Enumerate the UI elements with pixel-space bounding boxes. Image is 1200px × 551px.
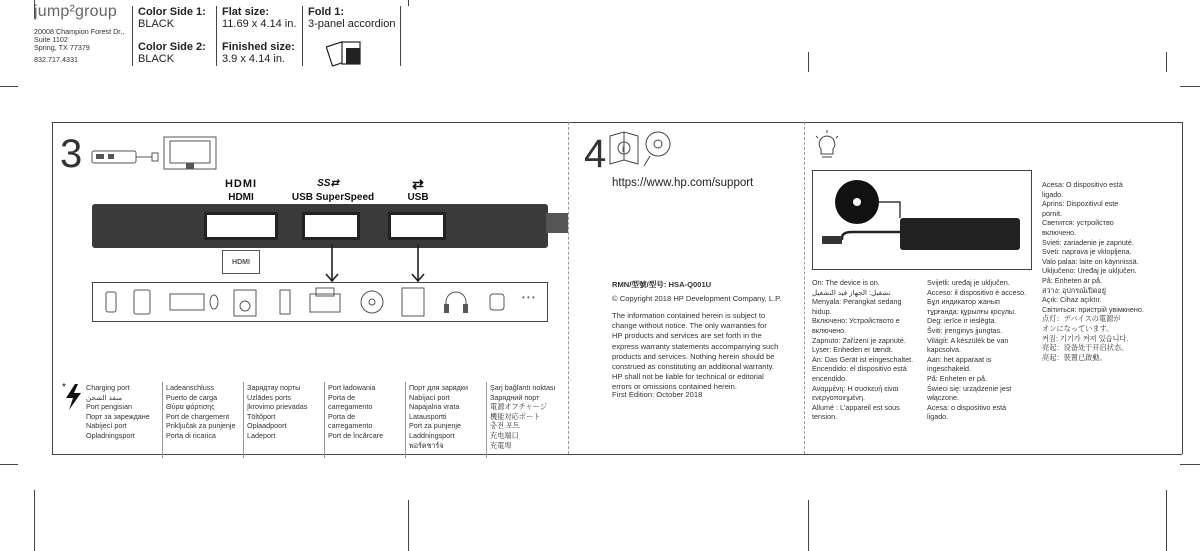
led-text: Uključeno: Uređaj je uključen. xyxy=(1042,266,1137,276)
led-text: På: Enheten är på. xyxy=(1042,275,1102,285)
led-text: สว่าง: อุปกรณ์เปิดอยู่ xyxy=(1042,285,1106,295)
led-text: ingeschakeld. xyxy=(927,364,971,374)
fold-diagram-icon xyxy=(326,34,366,72)
charging-text: Įkrovimo prievadas xyxy=(247,402,308,412)
led-text: włączone. xyxy=(927,393,959,403)
watch-icon xyxy=(490,294,504,310)
charging-text: carregamento xyxy=(328,402,373,412)
led-text: Acesa: o dispositivo está xyxy=(927,402,1007,412)
led-text: Deg: ierīce ir ieslēgta. xyxy=(927,316,997,326)
led-text: オンになっています。 xyxy=(1042,323,1114,333)
charging-text: Charging port xyxy=(86,383,130,392)
charging-text: 충전 포트 xyxy=(490,421,520,431)
legal-line: construed as constituting an additional warranty. xyxy=(612,362,774,372)
legal-line: HP products and services are set forth in the xyxy=(612,331,762,341)
led-text: Valo palaa: laite on käynnissä. xyxy=(1042,256,1139,266)
legal-line: express warranty statements accompanying such xyxy=(612,341,779,351)
tablet-icon xyxy=(134,290,150,314)
led-text: 亮起：裝置已啟動。 xyxy=(1042,352,1107,362)
charging-text: Uzlādes ports xyxy=(247,392,291,402)
charging-text: Ladeport xyxy=(247,430,276,440)
legal-line: errors or omissions contained herein. xyxy=(612,382,737,392)
charging-text: Şarj bağlantı noktası xyxy=(490,383,556,392)
led-text: تشغيل: الجهاز قيد التشغيل xyxy=(812,287,891,297)
led-text: Zapnuto: Zařízení je zapnuté. xyxy=(812,335,906,345)
keyboard-icon xyxy=(170,294,204,310)
led-text: tension. xyxy=(812,412,838,422)
charging-text: منفذ الشحن xyxy=(86,392,123,402)
charging-text: Napajalna vrata xyxy=(409,402,460,412)
panel-fold-line-1 xyxy=(568,122,569,454)
fold-label: Fold 1: xyxy=(308,6,345,18)
hdmi-monitor-icon xyxy=(222,250,260,274)
charging-col-5 xyxy=(409,383,468,450)
phone-number: 832.717.4331 xyxy=(34,55,78,64)
led-on-col-2 xyxy=(927,278,1026,422)
led-text: Šviti: įrenginys įjungtas. xyxy=(927,325,1003,335)
led-text: ligado. xyxy=(1042,189,1064,199)
finished-size-label: Finished size: xyxy=(222,41,295,53)
charging-text: 充电端口 xyxy=(490,430,519,440)
device-icons-row xyxy=(92,282,548,322)
led-text: Svieti: zariadenie je zapnuté. xyxy=(1042,237,1134,247)
color-side-2-value: BLACK xyxy=(138,53,175,65)
panel-edge-left xyxy=(52,122,53,454)
rmn-text: RMN/型號/型号: HSA-Q001U xyxy=(612,280,712,289)
more-icon: • • • xyxy=(522,293,535,302)
led-text: encendido. xyxy=(812,373,848,383)
charging-text: Töltőport xyxy=(247,411,276,421)
led-text: Бұл индикатор жанып xyxy=(927,297,1000,307)
led-text: On: The device is on. xyxy=(812,278,880,287)
crop-mark xyxy=(34,0,35,18)
led-text: Включено: Устройството е xyxy=(812,316,900,326)
led-on-col-1 xyxy=(812,278,913,422)
header-divider-1 xyxy=(132,6,133,66)
charging-text: Порт за зареждане xyxy=(86,411,150,421)
charging-text: Puerto de carga xyxy=(166,392,218,402)
led-text: Aan: het apparaat is xyxy=(927,354,992,364)
led-text: pornit. xyxy=(1042,208,1062,218)
printer-icon xyxy=(310,294,340,312)
charging-col-1 xyxy=(86,383,150,441)
usb-label: USB xyxy=(407,192,429,203)
hdmi-label: HDMI xyxy=(228,192,254,203)
charging-text: Latausportti xyxy=(409,411,447,421)
address-line-2: Suite 1102 xyxy=(34,35,68,44)
arrow-down-icon xyxy=(322,244,342,284)
charging-text: Port za punjenje xyxy=(409,421,461,431)
flat-size-value: 11.69 x 4.14 in. xyxy=(222,18,297,30)
hdmi-port[interactable] xyxy=(204,212,278,240)
led-text: тұрғанда: құрылғы қосулы. xyxy=(927,306,1017,316)
crop-mark xyxy=(1180,86,1200,87)
crop-mark xyxy=(1180,464,1200,465)
header-divider-4 xyxy=(400,6,401,66)
arrow-down-icon xyxy=(408,244,428,284)
led-text: 点灯：デバイスの電源が xyxy=(1042,314,1121,324)
led-text: ligado. xyxy=(927,412,949,422)
charging-text: Port de încărcare xyxy=(328,430,384,440)
fold-mark xyxy=(808,52,809,72)
charging-text: Θύρα φόρτισης xyxy=(166,402,215,412)
led-text: Acceso: il dispositivo è acceso. xyxy=(927,287,1027,297)
charging-text: Ladeanschluss xyxy=(166,383,214,392)
charging-text: Port ładowania xyxy=(328,383,376,392)
led-text: ενεργοποιημένη. xyxy=(812,393,865,403)
led-text: Açık: Cihaz açıktır. xyxy=(1042,295,1102,305)
column-divider xyxy=(324,382,325,458)
led-text: Menyala: Perangkat sedang xyxy=(812,297,902,307)
svg-text:i: i xyxy=(622,144,624,154)
led-text: Светится: устройство xyxy=(1042,218,1114,228)
charging-text: 機能対応ポート xyxy=(490,411,541,421)
brand-logo: jump²group xyxy=(34,3,117,20)
led-text: Lyser: Enheden er tændt. xyxy=(812,345,893,355)
dock-cable xyxy=(546,213,568,233)
panel-fold-line-2 xyxy=(804,122,805,454)
led-text: Acesa: O dispositivo está xyxy=(1042,180,1123,189)
header-divider-3 xyxy=(302,6,303,66)
mouse-icon xyxy=(210,295,218,309)
optical-drive-icon xyxy=(361,291,383,313)
led-text: Sveti: naprava je vklopljena. xyxy=(1042,247,1132,257)
dock-to-pc-diagram-icon xyxy=(90,135,220,171)
address-line-3: Spring, TX 77379 xyxy=(34,43,90,52)
hdmi-monitor-label: HDMI xyxy=(232,259,250,266)
flat-size-label: Flat size: xyxy=(222,6,270,18)
panel-edge-bottom xyxy=(52,454,1182,455)
fold-mark xyxy=(408,500,409,551)
charging-port-icon xyxy=(62,382,84,412)
charging-text: Oplaadpoort xyxy=(247,421,287,431)
step-number-4: 4 xyxy=(584,132,607,176)
legal-line: change without notice. The only warranties for xyxy=(612,321,767,331)
phone-icon xyxy=(106,292,116,312)
crop-mark xyxy=(0,464,18,465)
usb-port[interactable] xyxy=(388,212,446,240)
header-divider-2 xyxy=(216,6,217,66)
led-text: hidup. xyxy=(812,306,832,316)
light-bulb-icon xyxy=(812,130,842,162)
led-text: Encendido: el dispositivo está xyxy=(812,364,907,374)
led-text: Світиться: пристрій увімкнено. xyxy=(1042,304,1144,314)
led-text: kapcsolva. xyxy=(927,345,961,355)
led-text: Αναμμένη: Η συσκευή είναι xyxy=(812,383,899,393)
panel-edge-top xyxy=(52,122,1182,123)
usb-superspeed-label: USB SuperSpeed xyxy=(291,192,375,203)
legal-line: products and services. Nothing herein should be xyxy=(612,351,775,361)
legal-line: The information contained herein is subject to xyxy=(612,311,766,320)
charging-text: Порт для зарядки xyxy=(409,383,469,392)
charging-text: Зарядний порт xyxy=(490,392,540,402)
usb-superspeed-port[interactable] xyxy=(302,212,360,240)
led-text: Világít: A készülék be van xyxy=(927,335,1009,345)
panel-edge-right xyxy=(1182,122,1183,454)
charging-text: Port pengisian xyxy=(86,402,132,412)
led-text: включено. xyxy=(812,325,847,335)
hdmi-logo: HDMI xyxy=(224,178,258,190)
charging-text: Зарядтау порты xyxy=(247,383,301,392)
charging-col-2 xyxy=(166,383,236,441)
usb-drive-icon xyxy=(280,290,290,314)
charging-text: Porta di ricarica xyxy=(166,430,216,440)
color-side-1-label: Color Side 1: xyxy=(138,6,206,18)
finished-size-value: 3.9 x 4.14 in. xyxy=(222,53,285,65)
led-text: Świeci się: urządzenie jest xyxy=(927,383,1012,393)
led-text: 켜짐: 기기가 켜져 있습니다. xyxy=(1042,333,1129,343)
charging-text: Nabíjací port xyxy=(409,392,450,402)
led-text: Aprins: Dispozitivul este xyxy=(1042,199,1119,209)
dock-led-illustration xyxy=(812,170,1032,270)
led-text: På: Enheten er på. xyxy=(927,373,987,383)
usb-superspeed-logo: SS⇄ xyxy=(317,178,339,189)
usb-logo: ⇄ xyxy=(412,176,424,192)
step-number-3: 3 xyxy=(60,132,83,176)
led-text: Svijetli: uređaj je uključen. xyxy=(927,278,1010,287)
fold-mark xyxy=(408,0,409,6)
charging-text: พอร์ตชาร์จ xyxy=(409,440,444,450)
charging-text: 充電埠 xyxy=(490,440,512,450)
column-divider xyxy=(243,382,244,458)
fold-value: 3-panel accordion xyxy=(308,18,396,30)
charging-text: Nabíjecí port xyxy=(86,421,127,431)
charging-text: Porta de xyxy=(328,392,356,402)
charging-text: Porta de xyxy=(328,411,356,421)
column-divider xyxy=(486,382,487,458)
charging-col-4 xyxy=(328,383,383,441)
led-text: An: Das Gerät ist eingeschaltet. xyxy=(812,354,914,364)
column-divider xyxy=(405,382,406,458)
led-text: Allumé : L'appareil est sous xyxy=(812,402,900,412)
led-on-col-3 xyxy=(1042,180,1144,362)
svg-text:*: * xyxy=(62,382,66,393)
charging-text: carregamento xyxy=(328,421,373,431)
crop-mark xyxy=(34,490,35,551)
charging-text: Priključak za punjenje xyxy=(166,421,236,431)
charging-text: 電源オフチャージ xyxy=(490,402,547,412)
led-text: 亮起：设备处于开启状态。 xyxy=(1042,343,1129,353)
edition-text: First Edition: October 2018 xyxy=(612,390,703,399)
charging-text: Port de chargement xyxy=(166,411,230,421)
external-drive-icon xyxy=(402,288,424,316)
support-url-link[interactable]: https://www.hp.com/support xyxy=(612,177,754,189)
led-text: включено. xyxy=(1042,227,1077,237)
color-side-2-label: Color Side 2: xyxy=(138,41,206,53)
charging-col-3 xyxy=(247,383,307,441)
address-line-1: 20008 Champion Forest Dr., xyxy=(34,27,125,36)
crop-mark xyxy=(1166,52,1167,72)
copyright-text: © Copyright 2018 HP Development Company, L.P. xyxy=(612,294,782,303)
charging-text: Laddningsport xyxy=(409,430,455,440)
crop-mark xyxy=(1166,490,1167,551)
legal-line: HP shall not be liable for technical or editorial xyxy=(612,372,764,382)
charging-col-6 xyxy=(490,383,556,450)
fold-mark xyxy=(808,500,809,551)
speaker-icon xyxy=(234,290,256,316)
column-divider xyxy=(162,382,163,458)
charging-text: Opladningsport xyxy=(86,430,135,440)
crop-mark xyxy=(0,86,18,87)
color-side-1-value: BLACK xyxy=(138,18,175,30)
info-booklet-icon xyxy=(608,128,676,168)
legal-text xyxy=(612,311,792,393)
